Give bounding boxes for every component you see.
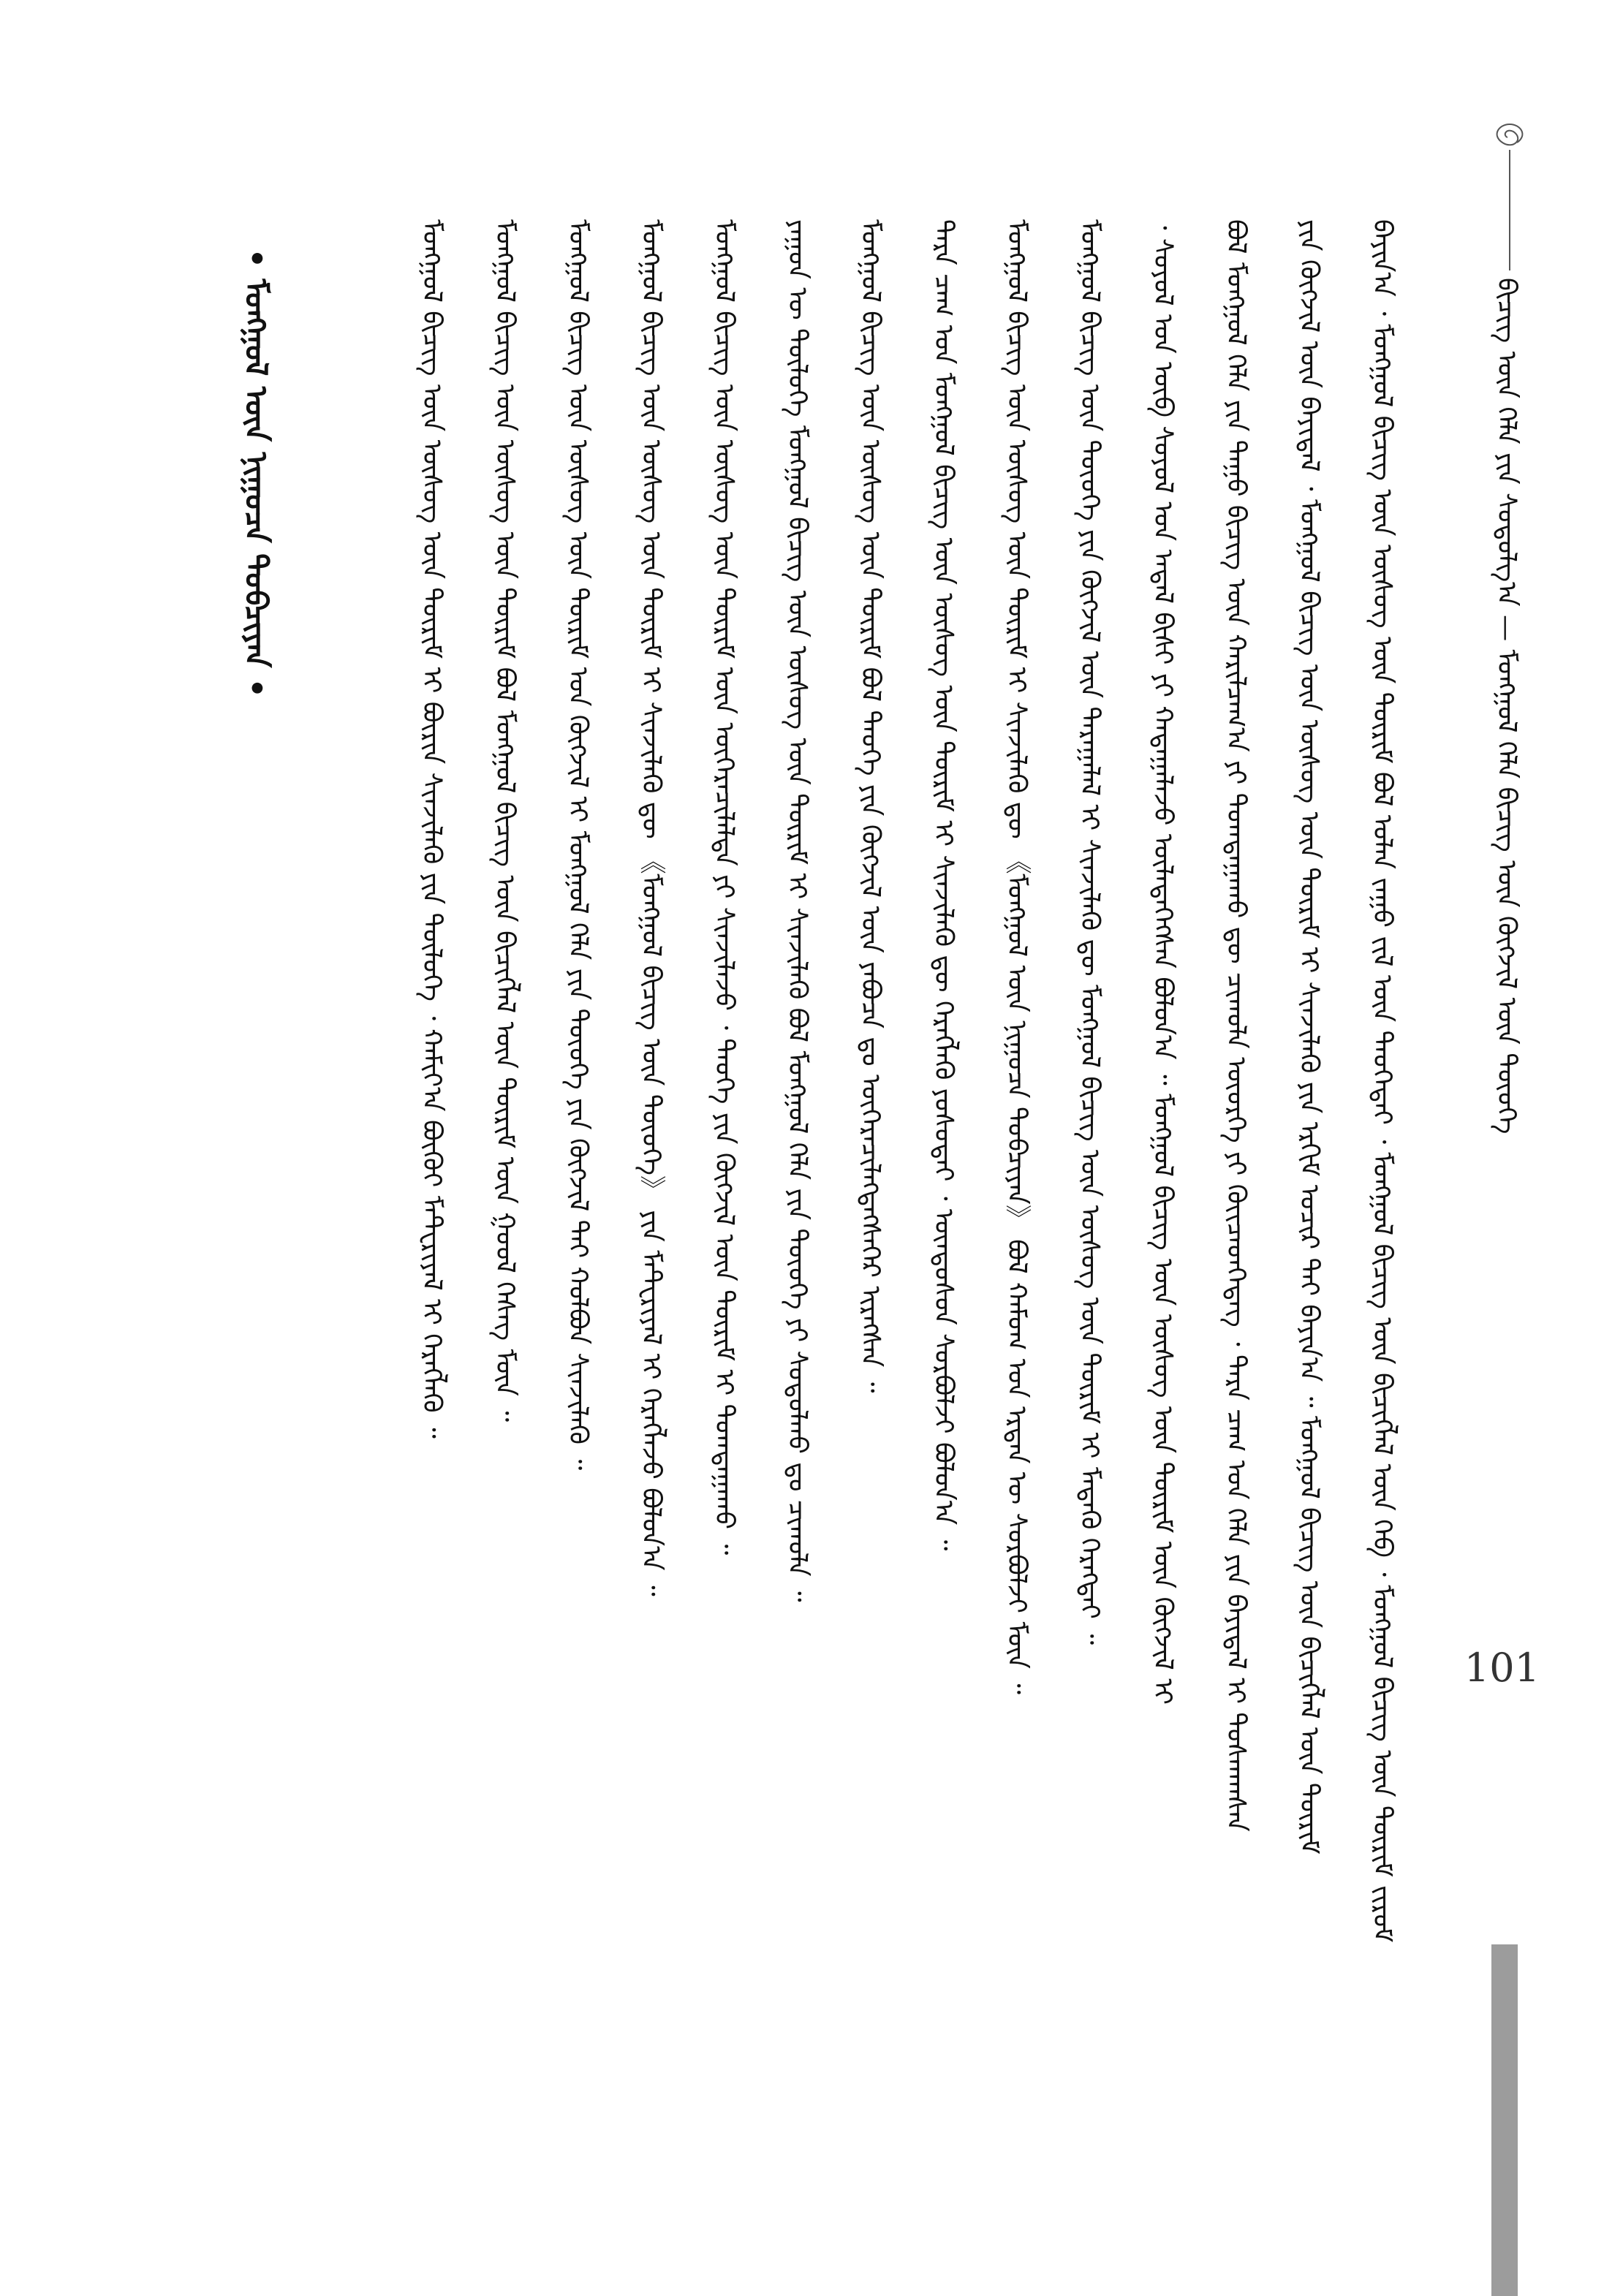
column-text: ᠮᠣᠩᠭᠣᠯ ᠪᠢᠴᠢᠭ᠌ ᠦᠨ ᠦᠰᠦᠭ ᠦᠨ ᠳᠦᠷᠢᠮ ᠤᠨ ᠬᠥᠭᠵᠢᠯ ᠢ ᠮᠣᠩᠭᠣᠯ ᠬᠡᠯᠡ ᠶᠢᠨ ᠲᠦᠦᠬᠡ ᠶᠢᠨ ᠬᠥᠭᠵᠢᠯ ᠲᠡᠢ ᠬᠣᠯᠪᠣᠨ ᠰᠢᠨᠵᠢᠯᠡᠬᠦ ᠃ — [563, 219, 593, 1471]
column-text: ᠪᠣᠯ ᠮᠣᠩᠭᠣᠯ ᠬᠡᠯᠡ ᠶᠢᠨ ᠳᠠᠭᠤ ᠪᠢᠴᠢᠭ᠌ ᠦᠨ ᠬᠠᠷᠢᠯᠴᠠᠭ᠎ᠠ ᠶᠢ ᠲᠣᠭᠲᠠᠭᠠᠬᠤ ᠳᠦ ᠴᠢᠬᠤᠯᠠ ᠦᠦᠷᠭᠡ ᠶᠢ ᠭᠦᠢᠴᠡᠳᠭᠡᠳᠡᠭ ᠂ ᠲᠡᠷᠡ ᠴᠠᠭ ᠤᠨ ᠬᠡᠯᠡ ᠶᠢᠨ ᠪᠠᠶᠢᠳᠠᠯ ᠢ ᠲᠤᠰᠬᠠᠭᠰᠠᠨ — [1221, 219, 1251, 1832]
column-text: ᠪᠠᠶᠢᠨ᠎ᠠ ᠂ ᠮᠣᠩᠭᠣᠯ ᠪᠢᠴᠢᠭ᠌ ᠦᠨ ᠦᠰᠦᠭ ᠦᠨ ᠳᠦᠷᠢᠮ ᠪᠣᠯ ᠣᠯᠠᠨ ᠵᠠᠭᠤ ᠵᠢᠯ ᠦᠨ ᠲᠡᠦᠬᠡᠲᠡᠢ ᠂ ᠮᠣᠩᠭᠣᠯ ᠪᠢᠴᠢᠭ᠌ ᠦᠨ ᠪᠢᠴᠢᠭᠯᠡᠯ ᠦᠨ ᠬᠡᠪ ᠂ ᠮᠣᠩᠭᠣᠯ ᠪᠢᠴᠢᠭ᠌ ᠦᠨ ᠳᠦᠷᠢᠮ ᠵᠢᠷᠤᠮ — [1367, 219, 1397, 1943]
text-column-4 — [1140, 219, 1184, 2222]
text-column-1 — [1360, 219, 1404, 2222]
text-column-13 — [483, 219, 526, 2222]
text-column-9 — [775, 219, 819, 2222]
section-heading-text: • ᠮᠣᠩᠭᠣᠯ ᠦᠨ ᠨᠢᠭᠤᠴᠠ ᠲᠣᠪᠴᠢᠶᠠᠨ • — [238, 249, 274, 698]
page-edge-tab — [1491, 1944, 1518, 2296]
text-column-5 — [1067, 219, 1111, 2222]
section-heading — [234, 249, 278, 1126]
running-header — [1477, 278, 1543, 1374]
text-column-11 — [629, 219, 673, 2222]
header-ornament — [1469, 117, 1550, 278]
column-text: ᠮᠣᠩᠭᠣᠯ ᠪᠢᠴᠢᠭ᠌ ᠦᠨ ᠦᠰᠦᠭ ᠦᠨ ᠳᠦᠷᠢᠮ ᠪᠣᠯ ᠲᠡᠦᠬᠡ ᠶᠢᠨ ᠬᠥᠭᠵᠢᠯ ᠦᠨ ᠶᠠᠪᠤᠴᠠ ᠳᠤ ᠥᠭᠡᠷᠡᠴᠢᠯᠡᠭᠳᠡᠭᠰᠡᠭᠡᠷ ᠢᠷᠡᠭᠰᠡᠨ ᠃ — [855, 219, 885, 1393]
page-number: 101 — [1464, 1645, 1540, 1691]
header-title: ᠪᠢᠴᠢᠭ᠌ ᠦᠨ ᠬᠡᠯᠡ ᠶᠢᠨ ᠰᠤᠳᠤᠯᠭ᠎ᠠ — ᠮᠣᠩᠭᠣᠯ ᠬᠡᠯᠡ ᠪᠢᠴᠢᠭ᠌ ᠦᠨ ᠬᠥᠭᠵᠢᠯ ᠦᠨ ᠲᠦᠦᠬᠡ — [1491, 278, 1521, 1134]
text-column-14 — [409, 219, 453, 2222]
column-text: ᠶᠢᠨ ᠬᠥᠭᠵᠢᠯ ᠦᠨ ᠪᠠᠶᠢᠳᠠᠯ ᠂ ᠮᠣᠩᠭᠣᠯ ᠪᠢᠴᠢᠭ᠌ ᠦᠨ ᠦᠰᠦᠭ ᠦᠨ ᠳᠦᠷᠢᠮ ᠢ ᠰᠢᠨᠵᠢᠯᠡᠬᠦ ᠶᠢᠨ ᠡᠷᠬᠢᠮ ᠤᠴᠢᠷ ᠲᠠᠢ ᠪᠠᠶᠢᠨ᠎ᠠ ᠃ ᠮᠣᠩᠭᠣᠯ ᠪᠢᠴᠢᠭ᠌ ᠦᠨ ᠪᠢᠴᠢᠭᠯᠡᠯ ᠦᠨ ᠳᠦᠷᠢᠮ — [1294, 219, 1324, 1854]
column-text: ᠮᠣᠩᠭᠣᠯ ᠪᠢᠴᠢᠭ᠌ ᠦᠨ ᠦᠰᠦᠭ ᠦᠨ ᠳᠦᠷᠢᠮ ᠪᠣᠯ ᠮᠣᠩᠭᠣᠯ ᠪᠢᠴᠢᠭ᠌ ᠦᠨ ᠪᠢᠴᠢᠭᠯᠡᠯ ᠦᠨ ᠳᠦᠷᠢᠮ ᠦᠨ ᠭᠣᠣᠯ ᠬᠡᠰᠡᠭ ᠮᠥᠨ ᠃ — [490, 219, 520, 1422]
column-text: ᠮᠣᠩᠭᠣᠯ ᠪᠢᠴᠢᠭ᠌ ᠦᠨ ᠦᠰᠦᠭ ᠦᠨ ᠳᠦᠷᠢᠮ ᠢ ᠰᠢᠨᠵᠢᠯᠡᠬᠦ ᠳᠦ 《ᠮᠣᠩᠭᠣᠯ ᠪᠢᠴᠢᠭ᠌ ᠦᠨ ᠲᠦᠦᠬᠡ》 ᠶᠢᠨ ᠮᠠᠲᠸᠷᠢᠶᠠᠯ ᠢ ᠬᠡᠷᠡᠭᠯᠡᠵᠦ ᠪᠣᠯᠤᠨ᠎ᠠ ᠃ — [636, 219, 666, 1596]
text-column-6 — [994, 219, 1038, 2222]
text-column-7 — [921, 219, 965, 2222]
column-text: ᠶᠠᠭᠤᠨ ᠦ ᠲᠥᠯᠦᠭᠡ ᠮᠣᠩᠭᠣᠯ ᠪᠢᠴᠢᠭ᠌ ᠦᠨ ᠦᠰᠦᠭ ᠦᠨ ᠳᠦᠷᠢᠮ ᠢ ᠰᠢᠨᠵᠢᠯᠡᠬᠦ ᠪᠣᠯ ᠮᠣᠩᠭᠣᠯ ᠬᠡᠯᠡ ᠶᠢᠨ ᠲᠦᠦᠬᠡ ᠶᠢ ᠰᠤᠳᠤᠯᠬᠤ ᠳᠤ ᠴᠢᠬᠤᠯᠠ ᠃ — [782, 219, 812, 1602]
column-text: ᠮᠣᠩᠭᠣᠯ ᠪᠢᠴᠢᠭ᠌ ᠦᠨ ᠦᠰᠦᠭ ᠦᠨ ᠳᠦᠷᠢᠮ ᠦᠨ ᠥᠭᠡᠷᠡᠴᠢᠯᠡᠯᠲᠡ ᠶᠢ ᠰᠢᠨᠵᠢᠯᠡᠵᠦ ᠂ ᠲᠡᠦᠬᠡ ᠶᠢᠨ ᠬᠥᠭᠵᠢᠯ ᠦᠨ ᠳᠦᠷᠢᠮ ᠢ ᠲᠣᠭᠲᠠᠭᠠᠬᠤ ᠃ — [709, 219, 739, 1556]
text-column-10 — [702, 219, 746, 2222]
column-text: ᠮᠣᠩᠭᠣᠯ ᠪᠢᠴᠢᠭ᠌ ᠦᠨ ᠲᠦᠦᠬᠡ ᠶᠢᠨ ᠬᠥᠭᠵᠢᠯ ᠦᠨ ᠳᠠᠷᠠᠭᠠᠯᠠᠯ ᠢ ᠰᠢᠨᠵᠢᠯᠡᠬᠦ ᠳᠦ ᠮᠣᠩᠭᠣᠯ ᠪᠢᠴᠢᠭ᠌ ᠦᠨ ᠦᠰᠦᠭ ᠦᠨ ᠳᠦᠷᠢᠮ ᠢ ᠮᠡᠳᠡᠬᠦ ᠬᠡᠷᠡᠭᠲᠡᠢ ᠃ — [1075, 219, 1105, 1645]
text-column-8 — [848, 219, 892, 2222]
text-column-12 — [556, 219, 599, 2222]
text-column-2 — [1287, 219, 1331, 2222]
column-text: ᠮᠣᠩᠭᠣᠯ ᠪᠢᠴᠢᠭ᠌ ᠦᠨ ᠦᠰᠦᠭ ᠦᠨ ᠳᠦᠷᠢᠮ ᠢ ᠪᠦᠷᠢᠨ ᠰᠢᠨᠵᠢᠯᠡᠬᠦ ᠶᠢᠨ ᠲᠥᠯᠦᠭᠡ ᠂ ᠬᠠᠮᠢᠶ᠎ᠠ ᠪᠦᠬᠦᠢ ᠮᠠᠲᠸᠷᠢᠶᠠᠯ ᠢ ᠬᠡᠷᠡᠭᠯᠡᠬᠦ ᠃ — [417, 219, 447, 1439]
text-column-3 — [1214, 219, 1257, 2222]
column-text: ᠂ ᠰᠣᠶᠣᠯ ᠤᠨ ᠦᠪ ᠰᠣᠶᠣᠯ ᠤᠨ ᠠᠳᠠᠯ ᠪᠢᠰᠢ ᠶᠢ ᠬᠠᠳᠠᠭᠠᠯᠠᠵᠤ ᠦᠯᠡᠳᠡᠭᠡᠭᠰᠡᠨ ᠪᠣᠯᠤᠨ᠎ᠠ ᠃ ᠮᠣᠩᠭᠣᠯ ᠪᠢᠴᠢᠭ᠌ ᠦᠨ ᠦᠰᠦᠭ ᠦᠨ ᠳᠦᠷᠢᠮ ᠦᠨ ᠬᠥᠭᠵᠢᠯ ᠢ — [1148, 219, 1178, 1705]
column-text: ᠮᠣᠩᠭᠣᠯ ᠪᠢᠴᠢᠭ᠌ ᠦᠨ ᠦᠰᠦᠭ ᠦᠨ ᠳᠦᠷᠢᠮ ᠢ ᠰᠢᠨᠵᠢᠯᠡᠬᠦ ᠳᠦ 《ᠮᠣᠩᠭᠣᠯ ᠦᠨ ᠨᠢᠭᠤᠴᠠ ᠲᠣᠪᠴᠢᠶᠠᠨ》 ᠪᠣᠯ ᠬᠠᠮᠤᠭ ᠤᠨ ᠡᠷᠲᠡᠨ ᠦ ᠰᠤᠷᠪᠤᠯᠵᠢ ᠮᠥᠨ ᠃ — [1002, 219, 1032, 1694]
column-text: ᠲᠡᠷᠡ ᠴᠠᠭ ᠤᠨ ᠮᠣᠩᠭᠣᠯ ᠪᠢᠴᠢᠭ᠌ ᠦᠨ ᠦᠰᠦᠭ ᠦᠨ ᠳᠦᠷᠢᠮ ᠢ ᠰᠢᠨᠵᠢᠯᠡᠬᠦ ᠳᠦ ᠬᠡᠷᠡᠭᠯᠡᠬᠦ ᠶᠣᠰᠣᠲᠠᠢ ᠂ ᠦᠨᠳᠦᠰᠦᠨ ᠰᠤᠷᠪᠤᠯᠵᠢ ᠪᠣᠯᠤᠨ᠎ᠠ ᠃ — [928, 219, 958, 1551]
